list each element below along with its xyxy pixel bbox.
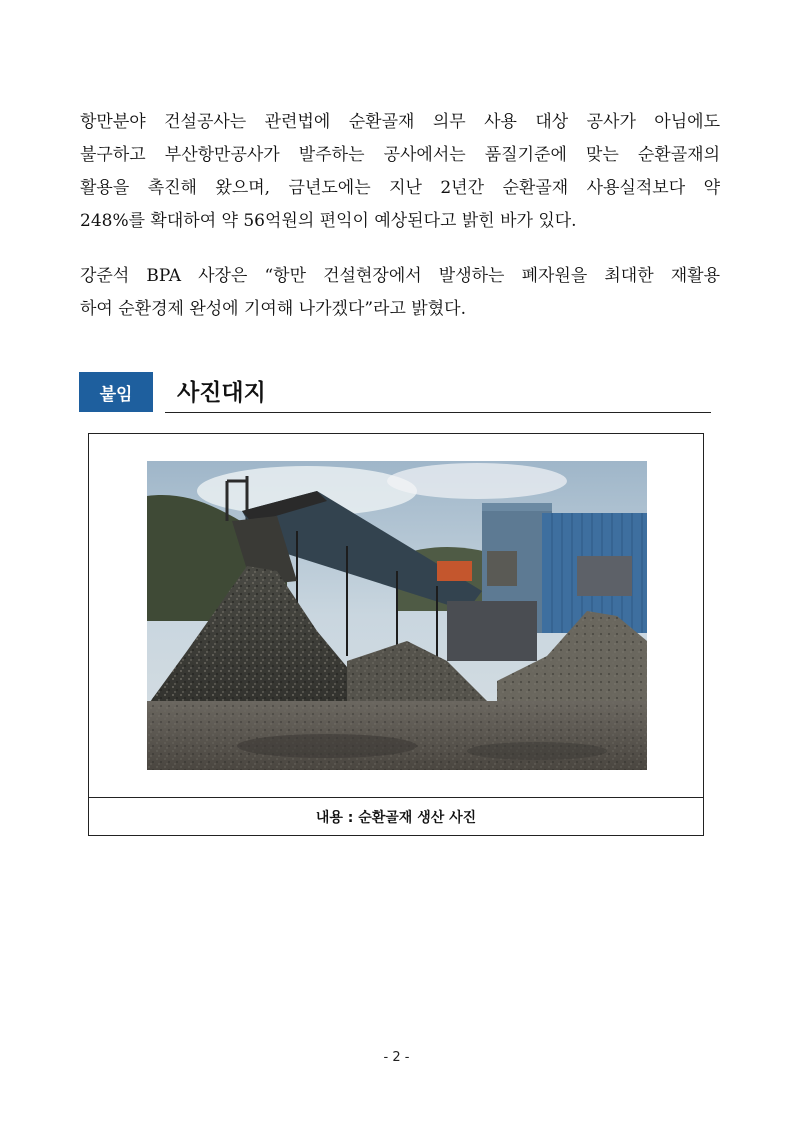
paragraph-line: 하여 순환경제 완성에 기여해 나가겠다”라고 밝혔다. [80,299,466,319]
paragraph-line: 항만분야 건설공사는 관련법에 순환골재 의무 사용 대상 공사가 아님에도 [80,112,720,132]
paragraph-line: 248%를 확대하여 약 56억원의 편익이 예상된다고 밝힌 바가 있다. [80,211,577,231]
attachment-section-header [79,372,711,414]
body-paragraph-2 [80,260,720,326]
section-divider [165,412,711,413]
photo-cell [89,434,703,798]
paragraph-line: 활용을 촉진해 왔으며, 금년도에는 지난 2년간 순환골재 사용실적보다 약 [80,178,720,198]
body-paragraph-1 [80,106,720,238]
photo-caption: 내용 : 순환골재 생산 사진 [315,809,477,826]
attachment-title: 사진대지 [177,380,266,406]
page-number: - 2 - [383,1050,410,1065]
aggregate-plant-photo [147,461,647,770]
paragraph-line: 불구하고 부산항만공사가 발주하는 공사에서는 품질기준에 맞는 순환골재의 [80,145,720,165]
photo-table [88,433,704,836]
paragraph-line: 강준석 BPA 사장은 “항만 건설현장에서 발생하는 폐자원을 최대한 재활용 [80,266,720,286]
attachment-badge: 붙임 [79,372,153,412]
